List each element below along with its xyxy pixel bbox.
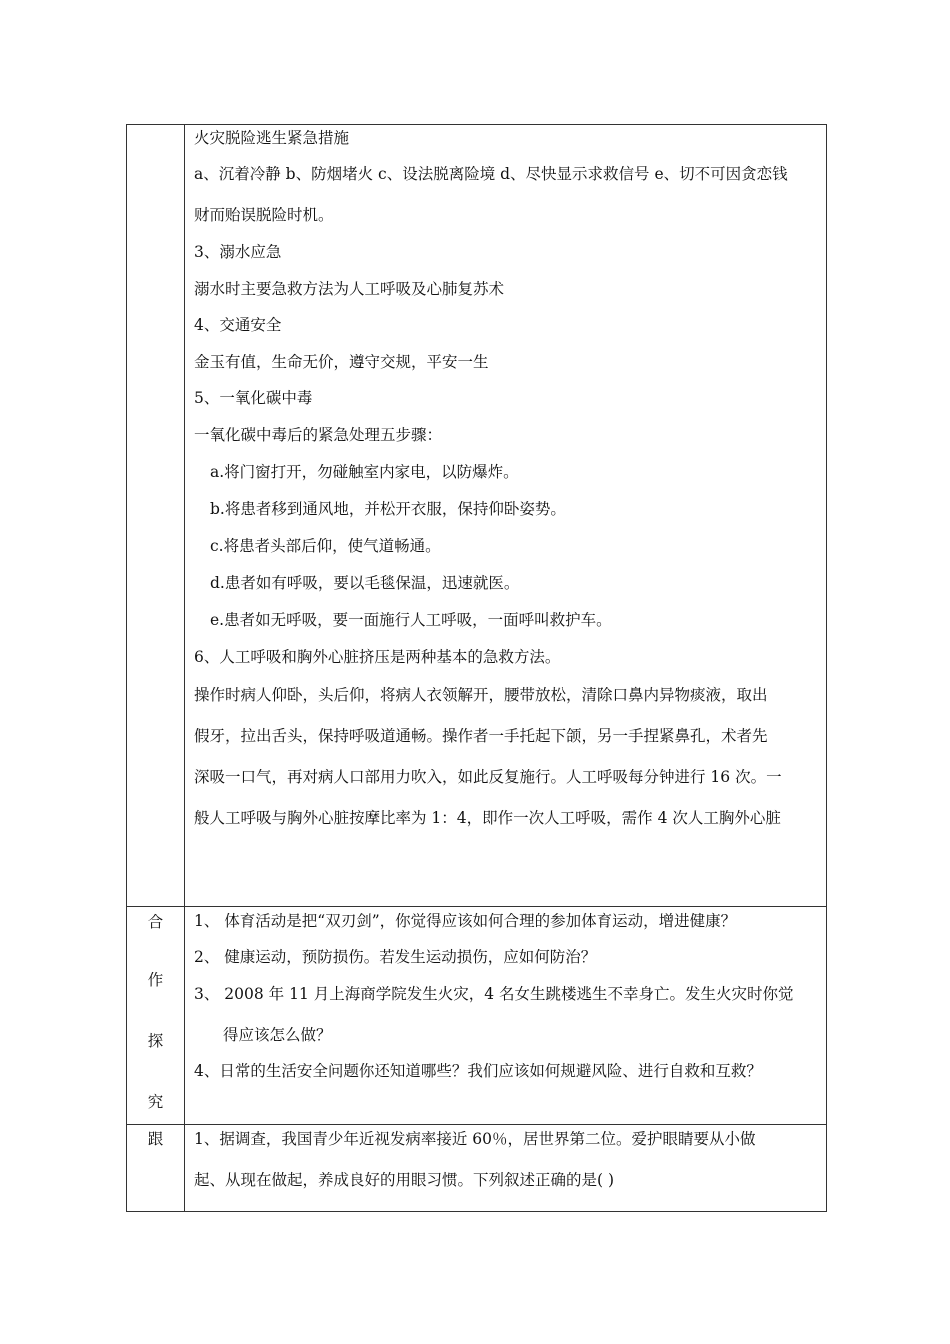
side-label-char: 跟 bbox=[147, 1130, 164, 1148]
question-line: 1、 体育活动是把“双刃剑”，你觉得应该如何合理的参加体育运动，增进健康？ bbox=[194, 912, 737, 930]
question-line: 3、 2008 年 11 月上海商学院发生火灾，4 名女生跳楼逃生不幸身亡。发生火灾时你觉 bbox=[194, 985, 794, 1003]
text-line: b.将患者移到通风地，并松开衣服，保持仰卧姿势。 bbox=[210, 500, 566, 518]
text-line: a.将门窗打开，勿碰触室内家电，以防爆炸。 bbox=[210, 463, 519, 481]
text-line: 般人工呼吸与胸外心脏按摩比率为 1：4，即作一次人工呼吸，需作 4 次人工胸外心脏 bbox=[194, 809, 781, 827]
side-label-char: 探 bbox=[147, 1032, 164, 1050]
question-line: 得应该怎么做？ bbox=[223, 1026, 332, 1044]
text-line: e.患者如无呼吸，要一面施行人工呼吸，一面呼叫救护车。 bbox=[210, 611, 612, 629]
content-table bbox=[126, 124, 827, 1212]
row-divider-2 bbox=[127, 1124, 826, 1125]
exercise-line: 1、据调查，我国青少年近视发病率接近 60％，居世界第二位。爱护眼睛要从小做 bbox=[194, 1130, 756, 1148]
text-line: d.患者如有呼吸，要以毛毯保温，迅速就医。 bbox=[210, 574, 520, 592]
text-line: a、沉着冷静 b、防烟堵火 c、设法脱离险境 d、尽快显示求救信号 e、切不可因贪恋钱 bbox=[194, 165, 788, 183]
text-line: 火灾脱险逃生紧急措施 bbox=[194, 129, 350, 147]
side-label-char: 合 bbox=[147, 913, 164, 931]
question-line: 4、日常的生活安全问题你还知道哪些？我们应该如何规避风险、进行自救和互救？ bbox=[194, 1062, 762, 1080]
text-line: 溺水时主要急救方法为人工呼吸及心肺复苏术 bbox=[194, 280, 505, 298]
text-line: 4、交通安全 bbox=[194, 316, 282, 334]
text-line: 6、人工呼吸和胸外心脏挤压是两种基本的急救方法。 bbox=[194, 648, 561, 666]
text-line: 财而贻误脱险时机。 bbox=[194, 206, 334, 224]
row-divider-1 bbox=[127, 906, 826, 907]
text-line: 5、一氧化碳中毒 bbox=[194, 389, 313, 407]
text-line: 金玉有值，生命无价，遵守交规，平安一生 bbox=[194, 353, 489, 371]
side-label-char: 究 bbox=[147, 1093, 164, 1111]
text-line: c.将患者头部后仰，使气道畅通。 bbox=[210, 537, 441, 555]
column-divider bbox=[184, 125, 185, 1211]
text-line: 一氧化碳中毒后的紧急处理五步骤： bbox=[194, 426, 443, 444]
text-line: 假牙，拉出舌头，保持呼吸道通畅。操作者一手托起下颌，另一手捏紧鼻孔，术者先 bbox=[194, 727, 768, 745]
question-line: 2、 健康运动，预防损伤。若发生运动损伤，应如何防治？ bbox=[194, 948, 597, 966]
text-line: 深吸一口气，再对病人口部用力吹入，如此反复施行。人工呼吸每分钟进行 16 次。一 bbox=[194, 768, 782, 786]
side-label-char: 作 bbox=[147, 971, 164, 989]
text-line: 3、溺水应急 bbox=[194, 243, 282, 261]
exercise-line: 起、从现在做起，养成良好的用眼习惯。下列叙述正确的是( ) bbox=[194, 1171, 615, 1189]
text-line: 操作时病人仰卧，头后仰，将病人衣领解开，腰带放松，清除口鼻内异物痰液，取出 bbox=[194, 686, 768, 704]
